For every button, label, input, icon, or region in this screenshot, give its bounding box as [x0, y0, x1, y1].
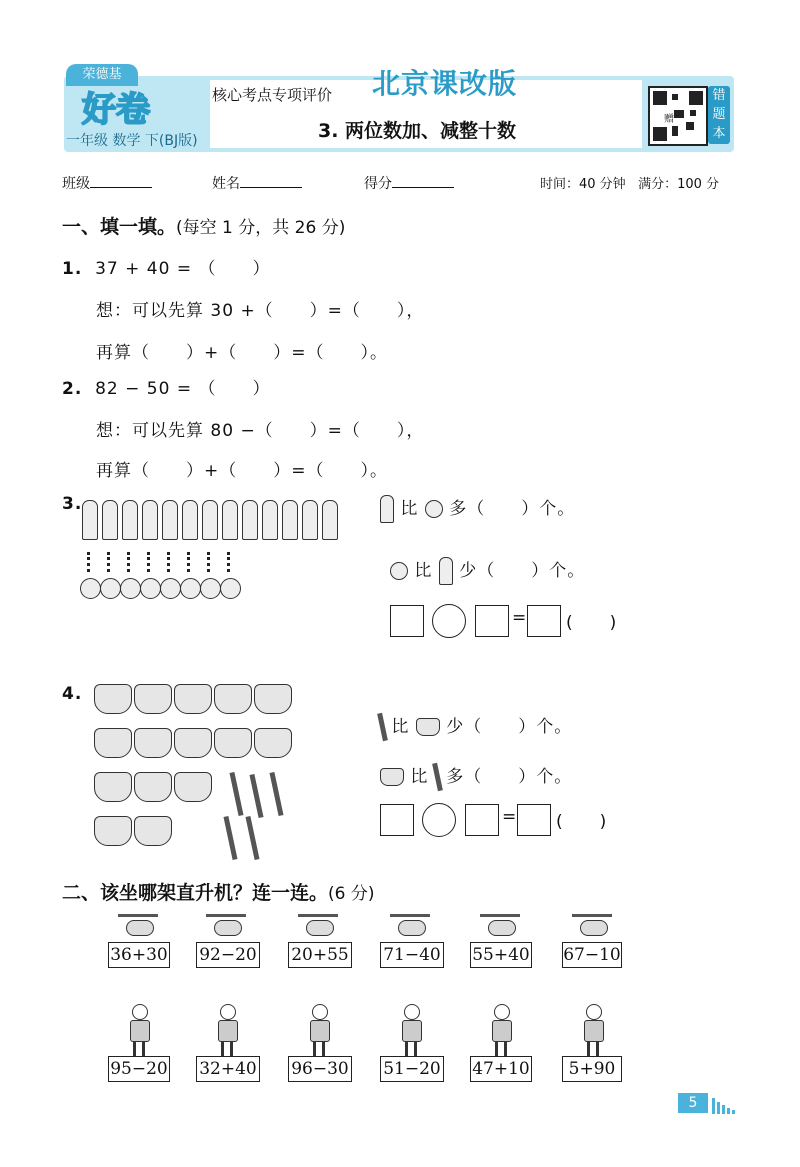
dotted-connector: [207, 552, 214, 572]
carrot-icon: [82, 500, 98, 540]
toothbrush-icon: [249, 774, 263, 818]
helicopter-expression[interactable]: 20+55: [288, 942, 352, 968]
helicopter-expression[interactable]: 55+40: [470, 942, 532, 968]
helicopter-expression[interactable]: 67−10: [562, 942, 622, 968]
helicopter-icon: [390, 914, 430, 936]
cup-icon: [214, 684, 252, 714]
child-expression[interactable]: 5+90: [562, 1056, 622, 1082]
mistake-book-tag: 错题本: [708, 86, 730, 144]
q3-picture: [82, 500, 362, 610]
carrot-icon: [282, 500, 298, 540]
q3-eq-equals: =: [512, 608, 528, 628]
carrot-icon: [242, 500, 258, 540]
name-field[interactable]: 姓名: [212, 173, 302, 193]
cup-icon: [94, 728, 132, 758]
q4-line2: 比 多（ ）个。: [380, 762, 572, 791]
child-expression[interactable]: 32+40: [196, 1056, 260, 1082]
carrot-icon: [182, 500, 198, 540]
apple-icon: [80, 578, 101, 599]
apple-icon: [220, 578, 241, 599]
carrot-icon: [262, 500, 278, 540]
carrot-icon: [322, 500, 338, 540]
q1-then: 再算（ ）+（ ）=（ ）。: [96, 343, 388, 363]
q4-eq-unit[interactable]: ( ): [556, 812, 608, 832]
cup-icon: [94, 684, 132, 714]
child-figure-icon: [212, 1004, 242, 1056]
class-field[interactable]: 班级: [62, 173, 152, 193]
carrot-icon: [302, 500, 318, 540]
publisher-badge: 荣德基: [66, 64, 138, 86]
carrot-icon: [222, 500, 238, 540]
carrot-icon: [380, 495, 394, 523]
dotted-connector: [87, 552, 94, 572]
grade-label: 一年级 数学 下(BJ版): [66, 133, 198, 149]
child-figure-icon: [396, 1004, 426, 1056]
q3-eq-operator-circle[interactable]: [432, 604, 466, 638]
cup-icon: [174, 772, 212, 802]
apple-icon: [200, 578, 221, 599]
cup-icon: [254, 728, 292, 758]
cup-icon: [94, 816, 132, 846]
dotted-connector: [127, 552, 134, 572]
qr-code-icon: [648, 86, 708, 146]
q4-eq-operator-circle[interactable]: [422, 803, 456, 837]
child-expression[interactable]: 95−20: [108, 1056, 170, 1082]
cup-icon: [134, 684, 172, 714]
q3-eq-unit[interactable]: ( ): [566, 613, 618, 633]
page-decoration: [712, 1095, 737, 1114]
q3-eq-result-box[interactable]: [527, 605, 561, 637]
q4-eq-box-1[interactable]: [380, 804, 414, 836]
helicopter-icon: [206, 914, 246, 936]
section1-title: 一、填一填。(每空 1 分，共 26 分): [62, 216, 346, 238]
toothbrush-icon: [377, 713, 388, 741]
carrot-icon: [142, 500, 158, 540]
child-figure-icon: [124, 1004, 154, 1056]
carrot-icon: [162, 500, 178, 540]
cup-icon: [254, 684, 292, 714]
dotted-connector: [107, 552, 114, 572]
q3-eq-box-1[interactable]: [390, 605, 424, 637]
q3-number: 3.: [62, 494, 83, 514]
q4-eq-equals: =: [502, 807, 518, 827]
cup-icon: [174, 728, 212, 758]
toothbrush-icon: [245, 816, 259, 860]
carrot-icon: [102, 500, 118, 540]
q2-expression: 2. 82 − 50 = （ ）: [62, 379, 271, 399]
toothbrush-icon: [223, 816, 237, 860]
child-figure-icon: [486, 1004, 516, 1056]
carrot-icon: [439, 557, 453, 585]
child-expression[interactable]: 96−30: [288, 1056, 352, 1082]
apple-icon: [425, 500, 443, 518]
carrot-icon: [202, 500, 218, 540]
child-expression[interactable]: 51−20: [380, 1056, 444, 1082]
score-field[interactable]: 得分: [364, 173, 454, 193]
apple-icon: [140, 578, 161, 599]
helicopter-icon: [118, 914, 158, 936]
qr-badge: 赠: [664, 110, 674, 125]
toothbrush-icon: [432, 763, 443, 791]
helicopter-expression[interactable]: 36+30: [108, 942, 170, 968]
apple-icon: [160, 578, 181, 599]
q3-line2: 比 少（ ）个。: [390, 556, 585, 585]
q4-eq-box-2[interactable]: [465, 804, 499, 836]
q4-eq-result-box[interactable]: [517, 804, 551, 836]
carrot-icon: [122, 500, 138, 540]
apple-icon: [180, 578, 201, 599]
cup-icon: [94, 772, 132, 802]
cup-icon: [134, 772, 172, 802]
series-label: 核心考点专项评价: [212, 86, 333, 104]
time-score-info: 时间：40 分钟 满分：100 分: [540, 177, 720, 192]
page-number: 5: [678, 1093, 708, 1113]
helicopter-icon: [298, 914, 338, 936]
brand-logo: 好卷: [82, 90, 150, 130]
q2-then: 再算（ ）+（ ）=（ ）。: [96, 461, 388, 481]
q2-think: 想：可以先算 80 −（ ）=（ ），: [96, 421, 425, 441]
child-figure-icon: [578, 1004, 608, 1056]
q4-line1: 比 少（ ）个。: [380, 712, 572, 741]
toothbrush-icon: [269, 772, 283, 816]
apple-icon: [120, 578, 141, 599]
apple-icon: [100, 578, 121, 599]
toothbrush-icon: [229, 772, 243, 816]
dotted-connector: [187, 552, 194, 572]
helicopter-icon: [572, 914, 612, 936]
dotted-connector: [227, 552, 234, 572]
q1-think: 想：可以先算 30 +（ ）=（ ），: [96, 301, 425, 321]
helicopter-expression[interactable]: 71−40: [380, 942, 444, 968]
q1-expression: 1. 37 + 40 = （ ）: [62, 259, 271, 279]
section2-title: 二、该坐哪架直升机？连一连。(6 分): [62, 882, 375, 904]
unit-title: 3. 两位数加、减整十数: [318, 120, 517, 142]
cup-icon: [416, 718, 440, 736]
helicopter-icon: [480, 914, 520, 936]
helicopter-expression[interactable]: 92−20: [196, 942, 260, 968]
q4-picture: [94, 684, 304, 864]
cup-icon: [134, 816, 172, 846]
q4-number: 4.: [62, 684, 83, 704]
cup-icon: [380, 768, 404, 786]
cup-icon: [174, 684, 212, 714]
dotted-connector: [167, 552, 174, 572]
cup-icon: [134, 728, 172, 758]
child-figure-icon: [304, 1004, 334, 1056]
apple-icon: [390, 562, 408, 580]
dotted-connector: [147, 552, 154, 572]
q3-line1: 比 多（ ）个。: [380, 494, 575, 523]
edition-label: 北京课改版: [372, 67, 518, 100]
cup-icon: [214, 728, 252, 758]
child-expression[interactable]: 47+10: [470, 1056, 532, 1082]
q3-eq-box-2[interactable]: [475, 605, 509, 637]
